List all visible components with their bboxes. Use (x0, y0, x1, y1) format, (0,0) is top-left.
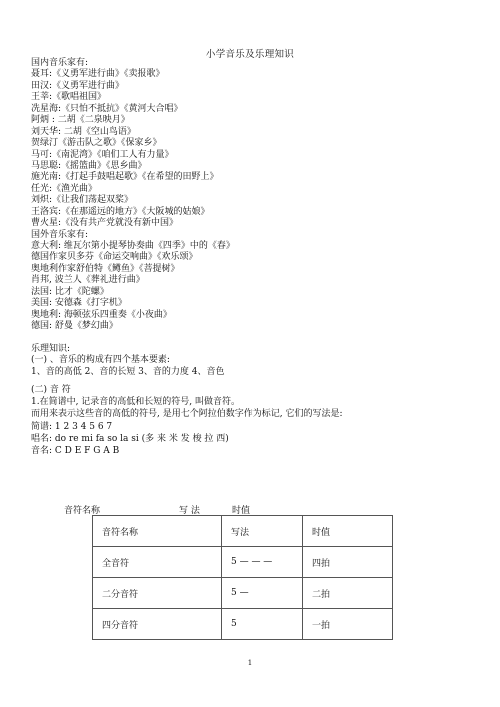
text-line: 意大利: 维瓦尔第小提琴协奏曲《四季》中的《春》 (31, 241, 235, 251)
table-row (93, 547, 393, 578)
text-line: 肖邦, 波兰人《葬礼进行曲》 (31, 275, 145, 286)
table-header-cell: 音符名称 (93, 516, 222, 547)
table-cell: 5 — (222, 578, 303, 609)
table-row (93, 609, 393, 640)
text-line: 美国: 安德森《打字机》 (31, 298, 127, 309)
text-line: 音名: C D E F G A B (31, 445, 120, 456)
table-cell: 一拍 (303, 609, 393, 640)
text-line: 1.在简谱中, 记录音的高低和长短的符号, 叫做音符。 (31, 397, 241, 408)
table-cell: 5 — — — (222, 547, 303, 578)
text-line: 刘天华: 二胡《空山鸟语》 (31, 126, 136, 137)
table-cell: 全音符 (93, 547, 222, 578)
page-number: 1 (247, 659, 253, 667)
text-line: 曹火星:《没有共产党就没有新中国》 (31, 218, 179, 229)
table-cell: 四分音符 (93, 609, 222, 640)
text-line: 王洛宾:《在那遥远的地方》《大阪城的姑娘》 (31, 206, 210, 217)
caption-name: 音符名称 (64, 506, 101, 516)
text-line: 聂耳:《义勇军进行曲》《卖报歌》 (31, 69, 165, 80)
table-cell: 四拍 (303, 547, 393, 578)
text-line: 王莘:《歌唱祖国》 (31, 92, 107, 103)
note-table (92, 515, 393, 640)
text-line: 贺绿汀《游击队之歌》《保家乡》 (31, 138, 162, 149)
notes-section (31, 384, 486, 457)
text-line: (二) 音 符 (31, 385, 71, 395)
table-header-cell: 时值 (303, 516, 393, 547)
table-cell: 二分音符 (93, 578, 222, 609)
text-line: 而用来表示这些音的高低的符号, 是用七个阿拉伯数字作为标记, 它们的写法是: (31, 409, 343, 420)
text-line: 法国: 比才《陀螺》 (31, 286, 109, 297)
text-line: 冼星海:《只怕不抵抗》《黄河大合唱》 (31, 103, 183, 114)
text-line: 简谱: 1 2 3 4 5 6 7 (31, 421, 113, 432)
text-line: 施光南:《打起手鼓唱起歌》《在希望的田野上》 (31, 172, 219, 183)
text-line: 德国: 舒曼《梦幻曲》 (31, 321, 118, 332)
table-header-row (93, 516, 393, 547)
text-line: 乐理知识: (31, 343, 71, 354)
text-line: 马可:《南泥湾》《咱们工人有力量》 (31, 149, 174, 160)
text-line: 国内音乐家有: (31, 58, 89, 68)
caption-value: 时值 (232, 506, 251, 516)
document-title: 小学音乐及乐理知识 (205, 49, 295, 60)
table-row (93, 578, 393, 609)
table-cell: 5 (222, 609, 303, 640)
text-line: 德国作家贝多芬《命运交响曲》《欢乐颂》 (31, 252, 198, 263)
caption-write: 写 法 (179, 506, 200, 516)
text-line: 刘炽:《让我们荡起双桨》 (31, 195, 134, 206)
text-line: 1、音的高低 2、音的长短 3、音的力度 4、音色 (31, 366, 225, 377)
text-line: 阿炳 : 二胡《二泉映月》 (31, 115, 130, 126)
text-line: 任光:《渔光曲》 (31, 183, 98, 194)
body-text (31, 58, 481, 378)
text-line: (一) 、音乐的构成有四个基本要素: (31, 355, 170, 366)
text-line: 奥地利: 海顿弦乐四重奏《小夜曲》 (31, 309, 172, 320)
table-header-cell: 写法 (222, 516, 303, 547)
table-cell: 二拍 (303, 578, 393, 609)
text-line: 奥地利作家舒伯特《鳟鱼》《菩提树》 (31, 263, 180, 274)
text-line: 国外音乐家有: (31, 229, 89, 240)
blank-line (31, 333, 481, 344)
text-line: 田汉:《义勇军进行曲》 (31, 80, 125, 91)
text-line: 唱名: do re mi fa so la si (多 来 米 发 梭 拉 西) (31, 433, 229, 444)
text-line: 马思聪:《摇篮曲》《思乡曲》 (31, 160, 147, 171)
